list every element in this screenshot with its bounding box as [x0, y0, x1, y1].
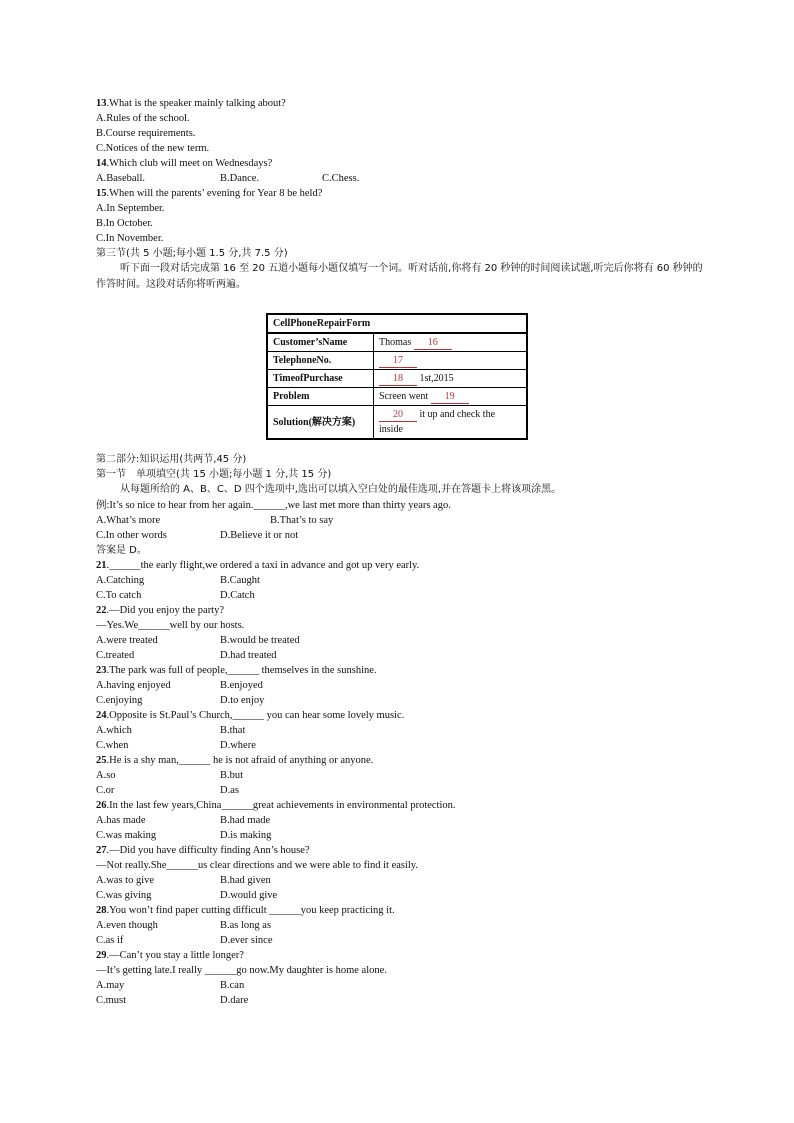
options-row: [96, 828, 706, 843]
answer-blank[interactable]: 19: [431, 391, 469, 404]
options-row: [96, 633, 706, 648]
option-b: B.That’s to say: [270, 515, 334, 526]
section-1-title: 第一节 单项填空(共 15 小题;每小题 1 分,共 15 分): [96, 469, 332, 480]
form-value: [374, 352, 528, 370]
option-b: B.Dance.: [220, 173, 260, 184]
question-stem: 21.______the early flight,we ordered a taxi in advance and got up very early.: [96, 560, 420, 571]
option-d: D.where: [220, 740, 256, 751]
options-row: [96, 528, 706, 543]
options-row: [96, 993, 706, 1008]
question-line: —Yes.We______well by our hosts.: [96, 620, 245, 631]
options-row: [96, 693, 706, 708]
form-row: [267, 406, 527, 440]
option-c: C.In November.: [96, 233, 164, 244]
option-b: B.Caught: [220, 575, 260, 586]
option-d: D.had treated: [220, 650, 277, 661]
question-line: —Not really.She______us clear directions and we were able to find it easily.: [96, 860, 418, 871]
exam-page: [96, 96, 706, 1008]
option-c: C.was making: [96, 830, 157, 841]
option-a: A.which: [96, 725, 132, 736]
form-row: [267, 333, 527, 352]
form-row: [267, 388, 527, 406]
example-answer: 答案是 D。: [96, 545, 147, 556]
options-row: [96, 723, 706, 738]
options-row: [96, 678, 706, 693]
option-b: B.In October.: [96, 218, 153, 229]
option-c: C.when: [96, 740, 129, 751]
question-stem: 26.In the last few years,China______great achievements in environmental protection.: [96, 800, 456, 811]
option-a: A.What’s more: [96, 515, 161, 526]
question-stem: 24.Opposite is St.Paul’s Church,______ you can hear some lovely music.: [96, 710, 405, 721]
option-c: C.enjoying: [96, 695, 143, 706]
answer-blank[interactable]: 20: [379, 409, 417, 422]
options-row: [96, 783, 706, 798]
question-stem: 28.You won’t find paper cutting difficult ______you keep practicing it.: [96, 905, 395, 916]
option-d: D.dare: [220, 995, 249, 1006]
section-3-title: 第三节(共 5 小题;每小题 1.5 分,共 7.5 分): [96, 248, 288, 259]
option-a: A.In September.: [96, 203, 165, 214]
part-2-title: 第二部分:知识运用(共两节,45 分): [96, 454, 247, 465]
options-row: [96, 588, 706, 603]
options-row: [96, 768, 706, 783]
option-d: D.is making: [220, 830, 272, 841]
option-c: C.Notices of the new term.: [96, 143, 210, 154]
part-2-instructions: 从每题所给的 A、B、C、D 四个选项中,选出可以填入空白处的最佳选项,并在答题卡上将该项涂黑。: [120, 484, 562, 495]
option-b: B.had given: [220, 875, 271, 886]
form-label: Problem: [267, 388, 374, 406]
form-value: Screen went 19: [374, 388, 528, 406]
option-a: A.Rules of the school.: [96, 113, 190, 124]
question-line: —It’s getting late.I really ______go now.My daughter is home alone.: [96, 965, 387, 976]
repair-form-table: [266, 313, 528, 440]
options-row: [96, 813, 706, 828]
section-3-instructions: 听下面一段对话完成第 16 至 20 五道小题每小题仅填写一个词。听对话前,你将有 20 秒钟的时间阅读试题,听完后你将有 60 秒钟的作答时间。这段对话你将听两遍。: [96, 263, 703, 290]
option-d: D.ever since: [220, 935, 273, 946]
option-a: A.Catching: [96, 575, 145, 586]
option-d: D.to enjoy: [220, 695, 265, 706]
option-a: A.may: [96, 980, 125, 991]
question-stem: 25.He is a shy man,______ he is not afraid of anything or anyone.: [96, 755, 374, 766]
option-a: A.having enjoyed: [96, 680, 171, 691]
option-b: B.can: [220, 980, 245, 991]
option-a: A.even though: [96, 920, 158, 931]
option-a: A.were treated: [96, 635, 158, 646]
option-b: B.as long as: [220, 920, 272, 931]
option-b: B.Course requirements.: [96, 128, 196, 139]
form-row: [267, 352, 527, 370]
option-b: B.had made: [220, 815, 271, 826]
question-stem: 27.—Did you have difficulty finding Ann’s house?: [96, 845, 310, 856]
question-15: 15.When will the parents’ evening for Year 8 be held?: [96, 188, 323, 199]
repair-form: [266, 313, 706, 440]
option-c: C.as if: [96, 935, 124, 946]
form-label: Solution(解决方案): [267, 406, 374, 440]
question-stem: 22.—Did you enjoy the party?: [96, 605, 225, 616]
options-row: [96, 978, 706, 993]
form-label: TimeofPurchase: [267, 370, 374, 388]
options-row: [96, 873, 706, 888]
options-row: [96, 648, 706, 663]
option-d: D.Catch: [220, 590, 255, 601]
options-row: [96, 513, 706, 528]
form-value: 20 it up and check the inside: [374, 406, 528, 440]
option-c: C.or: [96, 785, 115, 796]
answer-blank[interactable]: 17: [379, 355, 417, 368]
answer-blank[interactable]: 16: [414, 337, 452, 350]
question-stem: 29.—Can’t you stay a little longer?: [96, 950, 244, 961]
options-row: [96, 918, 706, 933]
option-d: D.as: [220, 785, 239, 796]
option-c: C.Chess.: [322, 173, 360, 184]
option-d: D.would give: [220, 890, 278, 901]
form-value: 18 1st,2015: [374, 370, 528, 388]
answer-blank[interactable]: 18: [379, 373, 417, 386]
option-a: A.so: [96, 770, 116, 781]
option-b: B.that: [220, 725, 246, 736]
form-label: TelephoneNo.: [267, 352, 374, 370]
form-label: Customer’sName: [267, 333, 374, 352]
option-c: C.treated: [96, 650, 135, 661]
options-row: [96, 171, 706, 186]
option-b: B.enjoyed: [220, 680, 263, 691]
option-b: B.would be treated: [220, 635, 300, 646]
question-list: [96, 558, 706, 1008]
option-c: C.In other words: [96, 530, 167, 541]
options-row: [96, 738, 706, 753]
option-d: D.Believe it or not: [220, 530, 299, 541]
option-c: C.must: [96, 995, 127, 1006]
option-a: A.was to give: [96, 875, 155, 886]
options-row: [96, 888, 706, 903]
form-title: CellPhoneRepairForm: [267, 314, 527, 333]
option-a: A.Baseball.: [96, 173, 145, 184]
option-a: A.has made: [96, 815, 146, 826]
form-value: Thomas 16: [374, 333, 528, 352]
example-stem: 例:It’s so nice to hear from her again.______,we last met more than thirty years ago.: [96, 500, 451, 511]
question-13: 13.What is the speaker mainly talking about?: [96, 98, 286, 109]
options-row: [96, 573, 706, 588]
option-c: C.was giving: [96, 890, 152, 901]
option-c: C.To catch: [96, 590, 142, 601]
options-row: [96, 933, 706, 948]
question-14: 14.Which club will meet on Wednesdays?: [96, 158, 273, 169]
question-stem: 23.The park was full of people,______ themselves in the sunshine.: [96, 665, 377, 676]
option-b: B.but: [220, 770, 244, 781]
form-row: [267, 370, 527, 388]
